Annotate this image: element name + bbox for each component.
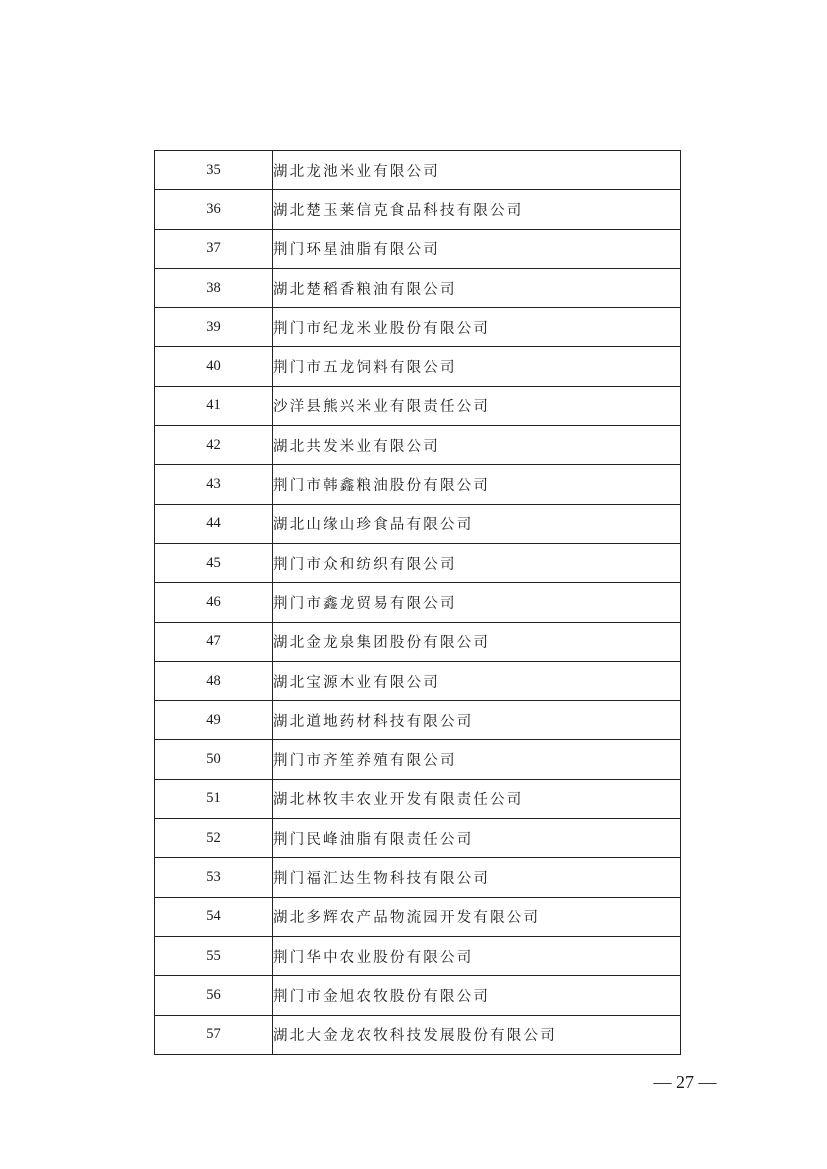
row-number: 36 [155,190,273,229]
row-number: 49 [155,701,273,740]
table-row [155,622,681,661]
company-name: 湖北金龙泉集团股份有限公司 [273,622,681,661]
table-row [155,543,681,582]
row-number: 56 [155,976,273,1015]
row-number: 55 [155,936,273,975]
table-row [155,386,681,425]
row-number: 50 [155,740,273,779]
row-number: 43 [155,465,273,504]
company-name: 荆门华中农业股份有限公司 [273,936,681,975]
company-name: 湖北宝源木业有限公司 [273,661,681,700]
company-name: 荆门市金旭农牧股份有限公司 [273,976,681,1015]
company-name: 湖北楚稻香粮油有限公司 [273,268,681,307]
table-row [155,858,681,897]
company-name: 湖北大金龙农牧科技发展股份有限公司 [273,1015,681,1054]
row-number: 53 [155,858,273,897]
company-name: 荆门市纪龙米业股份有限公司 [273,308,681,347]
row-number: 46 [155,583,273,622]
table-row [155,504,681,543]
table-row [155,819,681,858]
table-row [155,701,681,740]
company-name: 荆门市鑫龙贸易有限公司 [273,583,681,622]
row-number: 39 [155,308,273,347]
row-number: 42 [155,426,273,465]
table-row [155,1015,681,1054]
row-number: 51 [155,779,273,818]
table-row [155,936,681,975]
table-row [155,229,681,268]
company-name: 沙洋县熊兴米业有限责任公司 [273,386,681,425]
company-name: 荆门市众和纺织有限公司 [273,543,681,582]
page-number: — 27 — [653,1072,717,1092]
row-number: 44 [155,504,273,543]
row-number: 40 [155,347,273,386]
table-row [155,976,681,1015]
table-row [155,583,681,622]
company-list-table [154,150,681,1055]
company-name: 荆门市韩鑫粮油股份有限公司 [273,465,681,504]
table-row [155,661,681,700]
company-name: 湖北林牧丰农业开发有限责任公司 [273,779,681,818]
row-number: 52 [155,819,273,858]
row-number: 57 [155,1015,273,1054]
table-row [155,268,681,307]
company-name: 湖北共发米业有限公司 [273,426,681,465]
company-name: 湖北多辉农产品物流园开发有限公司 [273,897,681,936]
company-name: 荆门民峰油脂有限责任公司 [273,819,681,858]
table-row [155,347,681,386]
row-number: 47 [155,622,273,661]
row-number: 48 [155,661,273,700]
company-name: 湖北道地药材科技有限公司 [273,701,681,740]
company-name: 荆门市五龙饲料有限公司 [273,347,681,386]
table-row [155,308,681,347]
table-row [155,190,681,229]
row-number: 35 [155,151,273,190]
company-name: 湖北龙池米业有限公司 [273,151,681,190]
row-number: 45 [155,543,273,582]
row-number: 37 [155,229,273,268]
company-name: 湖北楚玉莱信克食品科技有限公司 [273,190,681,229]
company-name: 荆门环星油脂有限公司 [273,229,681,268]
row-number: 41 [155,386,273,425]
table-row [155,151,681,190]
table-row [155,897,681,936]
row-number: 54 [155,897,273,936]
table-row [155,779,681,818]
row-number: 38 [155,268,273,307]
table-row [155,740,681,779]
company-name: 湖北山缘山珍食品有限公司 [273,504,681,543]
company-name: 荆门市齐笙养殖有限公司 [273,740,681,779]
company-name: 荆门福汇达生物科技有限公司 [273,858,681,897]
table-row [155,465,681,504]
table-row [155,426,681,465]
